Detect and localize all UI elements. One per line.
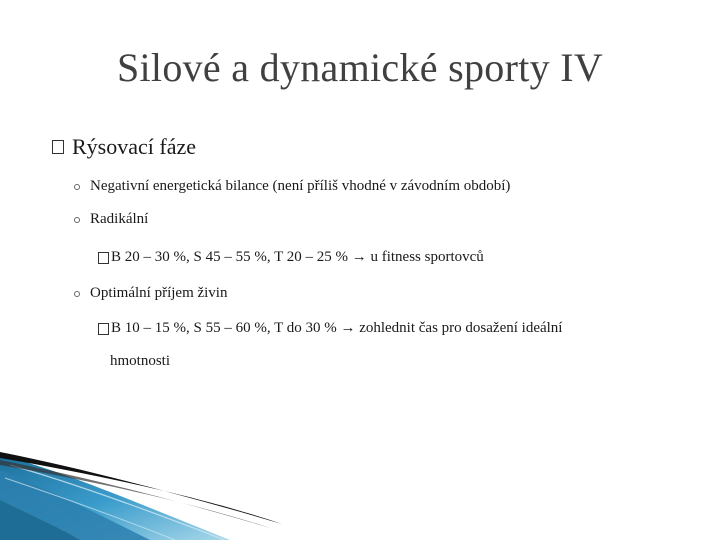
bullet-level3-text: B 10 – 15 %, S 55 – 60 %, T do 30 % → zohlednit čas pro dosažení ideální bbox=[111, 320, 563, 336]
bullet-level3-text: B 20 – 30 %, S 45 – 55 %, T 20 – 25 % → u fitness sportovců bbox=[111, 249, 484, 265]
bullet-level2-text: Radikální bbox=[90, 211, 149, 227]
bullet-level2-text: Optimální příjem živin bbox=[90, 285, 228, 301]
bullet-level2-text: Negativní energetická bilance (není příliš vhodné v závodním období) bbox=[90, 178, 511, 194]
bullet-level1-label: Rýsovací fáze bbox=[72, 134, 196, 159]
slide-title: Silové a dynamické sporty IV bbox=[116, 45, 604, 90]
bullet-level3-continuation: hmotnosti bbox=[110, 353, 171, 369]
